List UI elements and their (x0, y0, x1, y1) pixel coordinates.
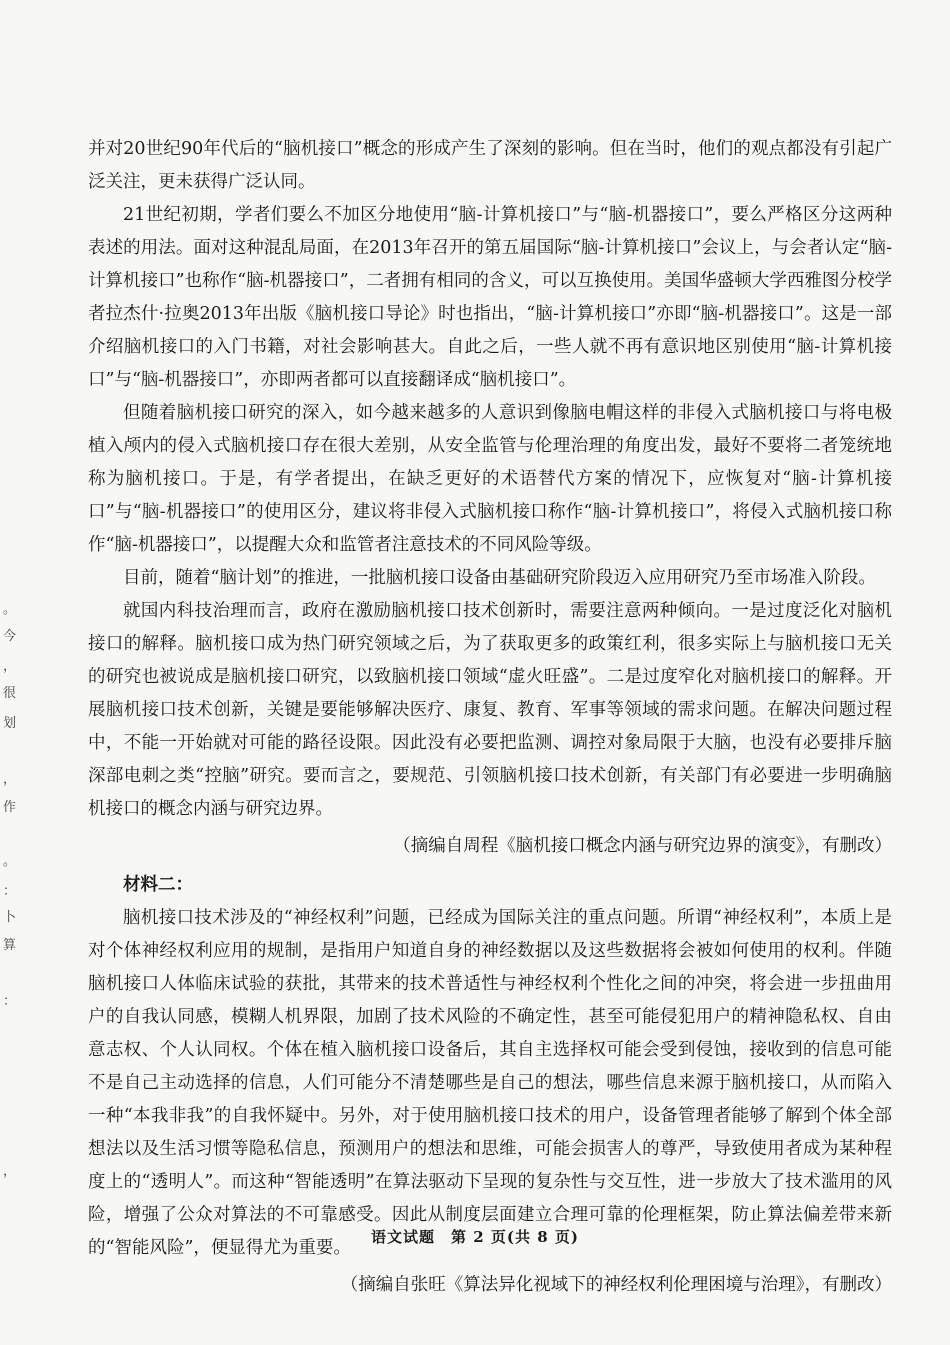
source-citation-2: （摘编自张旺《算法异化视域下的神经权利伦理困境与治理》，有删改） (340, 1275, 892, 1295)
left-margin-bleed-marks (0, 0, 20, 1345)
margin-mark: 。 (3, 602, 17, 617)
margin-mark: 。 (3, 854, 17, 869)
margin-mark: ， (3, 659, 17, 674)
paragraph: 脑机接口技术涉及的“神经权利”问题，已经成为国际关注的重点问题。所谓“神经权利”，本质上是对个体神经权利应用的规制，是指用户知道自身的神经数据以及这些数据将会被如何使用的权利。伴随脑机接口人体临床试验的获批，其带来的技术普适性与神经权利个性化之间的冲突，将会进一步扭曲用户的自我认同感，模糊人机界限，加剧了技术风险的不确定性，甚至可能侵犯用户的精神隐私权、自由意志权、个人认同权。个体在植入脑机接口设备后，其自主选择权可能会受到侵蚀，接收到的信息可能不是自己主动选择的信息，人们可能分不清楚哪些是自己的想法，哪些信息来源于脑机接口，从而陷入一种“本我非我”的自我怀疑中。另外，对于使用脑机接口技术的用户，设备管理者能够了解到个体全部想法以及生活习惯等隐私信息，预测用户的想法和思维，可能会损害人的尊严，导致使用者成为某种程度上的“透明人”。而这种“智能透明”在算法驱动下呈现的复杂性与交互性，进一步放大了技术滥用的风险，增强了公众对算法的不可靠感受。因此从制度层面建立合理可靠的伦理框架，防止算法偏差带来新的“智能风险”，便显得尤为重要。 (88, 908, 892, 1258)
source-citation-1: （摘编自周程《脑机接口概念内涵与研究边界的演变》，有删改） (393, 836, 892, 856)
margin-mark: 很 (3, 686, 17, 701)
page-footer: 语文试题 第 2 页(共 8 页) (371, 1228, 579, 1246)
paragraph: 21世纪初期，学者们要么不加区分地使用“脑-计算机接口”与“脑-机器接口”，要么严格区分这两种表述的用法。面对这种混乱局面，在2013年召开的第五届国际“脑-计算机接口”会议上，与会者认定“脑-计算机接口”也称作“脑-机器接口”，二者拥有相同的含义，可以互换使用。美国华盛顿大学西雅图分校学者拉杰什·拉奥2013年出版《脑机接口导论》时也指出，“脑-计算机接口”亦即“脑-机器接口”。这是一部介绍脑机接口的入门书籍，对社会影响甚大。自此之后，一些人就不再有意识地区别使用“脑-计算机接口”与“脑-机器接口”，亦即两者都可以直接翻译成“脑机接口”。 (88, 205, 892, 390)
margin-mark: 算 (3, 938, 17, 953)
margin-mark: ， (3, 1164, 17, 1179)
margin-mark: 卜 (3, 910, 17, 925)
margin-mark: 划 (3, 716, 17, 731)
margin-mark: 作 (3, 800, 17, 815)
material-two-heading: 材料二： (123, 875, 193, 895)
margin-mark: ： (3, 994, 17, 1009)
margin-mark: 今 (3, 629, 17, 644)
margin-mark: ， (3, 772, 17, 787)
paragraph: 就国内科技治理而言，政府在激励脑机接口技术创新时，需要注意两种倾向。一是过度泛化对脑机接口的解释。脑机接口成为热门研究领域之后，为了获取更多的政策红利，很多实际上与脑机接口无关的研究也被说成是脑机接口研究，以致脑机接口领域“虚火旺盛”。二是过度窄化对脑机接口的解释。开展脑机接口技术创新，关键是要能够解决医疗、康复、教育、军事等领域的需求问题。在解决问题过程中，不能一开始就对可能的路径设限。因此没有必要把监测、调控对象局限于大脑，也没有必要排斥脑深部电刺之类“控脑”研究。要而言之，要规范、引领脑机接口技术创新，有关部门有必要进一步明确脑机接口的概念内涵与研究边界。 (88, 601, 892, 819)
article-body (88, 133, 892, 1302)
paragraph: 目前，随着“脑计划”的推进，一批脑机接口设备由基础研究阶段迈入应用研究乃至市场准入阶段。 (123, 568, 876, 588)
paragraph: 但随着脑机接口研究的深入，如今越来越多的人意识到像脑电帽这样的非侵入式脑机接口与将电极植入颅内的侵入式脑机接口存在很大差别，从安全监管与伦理治理的角度出发，最好不要将二者笼统地称为脑机接口。于是，有学者提出，在缺乏更好的术语替代方案的情况下，应恢复对“脑-计算机接口”与“脑-机器接口”的使用区分，建议将非侵入式脑机接口称作“脑-计算机接口”，将侵入式脑机接口称作“脑-机器接口”，以提醒大众和监管者注意技术的不同风险等级。 (88, 403, 892, 555)
paragraph-continued: 并对20世纪90年代后的“脑机接口”概念的形成产生了深刻的影响。但在当时，他们的观点都没有引起广泛关注，更未获得广泛认同。 (88, 139, 892, 192)
margin-mark: ： (3, 884, 17, 899)
